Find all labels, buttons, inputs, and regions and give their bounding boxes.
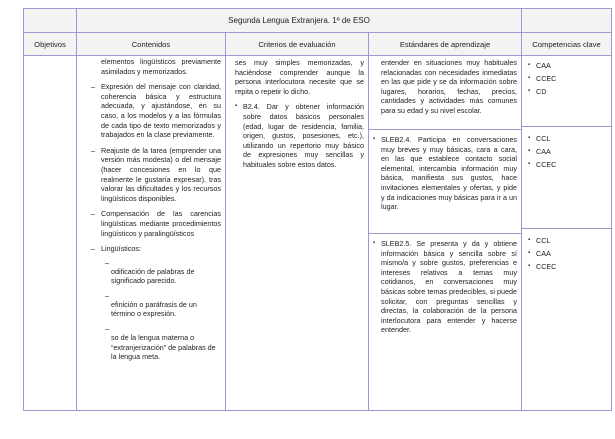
- square-bullet-icon: ▪: [373, 240, 376, 246]
- header-blank-cell: [24, 9, 77, 33]
- estandar-item: [381, 58, 517, 116]
- square-bullet-icon: ▪: [528, 160, 531, 167]
- competencia-code: CAA: [536, 146, 551, 156]
- header-estandares: Estándares de aprendizaje: [369, 33, 522, 56]
- square-bullet-icon: ▪: [528, 262, 531, 269]
- contenidos-item: [91, 244, 221, 254]
- header-objetivos: Objetivos: [24, 33, 77, 56]
- square-bullet-icon: ▪: [528, 236, 531, 243]
- competencia-item: [528, 59, 607, 72]
- header-competencias: Competencias clave: [522, 33, 612, 56]
- estandar-item: [373, 239, 517, 335]
- dash-bullet: –: [91, 209, 95, 219]
- contenidos-sub-item: [105, 324, 221, 362]
- competencia-item: [528, 145, 607, 158]
- competencia-item: [528, 132, 607, 145]
- dash-bullet: –: [91, 145, 95, 155]
- contenidos-item-text: Reajuste de la tarea (emprender una versión más modesta) o del mensaje (hacer concesiones en lo que realmente le gustaría expresar), tras valorar las dificultades y los recursos lingüísticos disponibles.: [101, 145, 221, 203]
- estandar-block: [369, 56, 521, 130]
- competencia-item: [528, 247, 607, 260]
- criterios-item: [235, 102, 364, 169]
- estandares-cell: [369, 56, 522, 411]
- estandar-block: [369, 130, 521, 234]
- dash-bullet: –: [91, 82, 95, 92]
- competencia-code: CD: [536, 86, 547, 96]
- dash-bullet: –: [105, 290, 109, 300]
- estandar-item: [373, 135, 517, 212]
- competencias-cell: [522, 56, 612, 411]
- square-bullet-icon: ▪: [235, 103, 238, 110]
- competencias-block: [522, 127, 611, 229]
- competencia-item: [528, 72, 607, 85]
- dash-bullet: –: [91, 244, 95, 254]
- estandar-block: [369, 234, 521, 341]
- square-bullet-icon: ▪: [528, 87, 531, 94]
- competencia-code: CCL: [536, 235, 551, 245]
- estandar-text: SLEB2.4. Participa en conversaciones muy breves y muy básicas, cara a cara, en las que establece contacto social elemental, intercambia información muy básica, manifiesta sus gustos, hace invitaciones elementales y ofertas, y pide y da indicaciones muy básicas para ir a un lugar.: [381, 135, 517, 212]
- competencia-code: CCEC: [536, 73, 557, 83]
- competencia-item: [528, 234, 607, 247]
- estandar-text: SLEB2.5. Se presenta y da y obtiene información básica y sencilla sobre sí mismo/a y sobre gustos, preferencias e intereses relativos a temas muy cotidianos, en conversaciones muy básicas sobre temas predecibles, si puede solicitar, con preguntas sencillas y directas, la colaboración de la persona interlocutora para entender y hacerse entender.: [381, 239, 517, 335]
- contenidos-item-text: Expresión del mensaje con claridad, coherencia básica y estructura adecuada, y ajustándose, en su caso, a los modelos y a las fórmulas de cada tipo de texto memorizados y trabajados en la clase previamente.: [101, 82, 221, 140]
- competencia-code: CCEC: [536, 261, 557, 271]
- contenidos-item: [91, 146, 221, 204]
- contenidos-item-text: Compensación de las carencias lingüísticas mediante procedimientos lingüísticos y paralingüísticos: [101, 209, 221, 238]
- competencias-block: [522, 56, 611, 127]
- square-bullet-icon: ▪: [373, 136, 376, 142]
- competencia-code: CCEC: [536, 159, 557, 169]
- contenidos-item: [91, 209, 221, 238]
- contenidos-sub-text: odificación de palabras de significado parecido.: [111, 266, 195, 286]
- square-bullet-icon: ▪: [528, 134, 531, 141]
- competencia-code: CAA: [536, 60, 551, 70]
- criterios-cell: [226, 56, 369, 411]
- objetivos-cell: [24, 56, 77, 411]
- competencias-block: [522, 229, 611, 277]
- competencia-item: [528, 260, 607, 273]
- estandar-text: entender en situaciones muy habituales relacionadas con necesidades inmediatas en las que pide y se da información sobre lugares, horarios, fechas, precios, cantidades y actividades más comunes para su edad y su nivel escolar.: [381, 58, 517, 115]
- contenidos-cell: [77, 56, 226, 411]
- dash-bullet: –: [105, 324, 109, 334]
- header-criterios: Criterios de evaluación: [226, 33, 369, 56]
- contenidos-sub-item: [105, 258, 221, 286]
- contenidos-first-text: elementos lingüísticos previamente asimilados y memorizados.: [101, 57, 221, 76]
- table-title: Segunda Lengua Extranjera. 1º de ESO: [77, 9, 522, 33]
- competencia-item: [528, 158, 607, 171]
- contenidos-sub-text: so de la lengua materna o “extranjerización” de palabras de la lengua meta.: [111, 333, 216, 362]
- contenidos-sub-item: [105, 291, 221, 319]
- contenidos-item-text: Lingüísticos:: [101, 244, 141, 254]
- header-contenidos: Contenidos: [77, 33, 226, 56]
- square-bullet-icon: ▪: [528, 249, 531, 256]
- contenidos-sub-text: efinición o paráfrasis de un término o expresión.: [111, 299, 197, 319]
- competencia-item: [528, 85, 607, 98]
- square-bullet-icon: ▪: [528, 61, 531, 68]
- square-bullet-icon: ▪: [528, 74, 531, 81]
- contenidos-item: [91, 82, 221, 140]
- curriculum-table: [23, 8, 612, 411]
- header-blank-cell: [522, 9, 612, 33]
- dash-bullet: –: [105, 257, 109, 267]
- criterios-item-text: B2.4. Dar y obtener información sobre datos básicos personales (edad, lugar de residencia, familia, origen, gustos, posesiones, etc.), utilizando un repertorio muy básico de expresiones muy sencillas y habituales sobre estos datos.: [243, 102, 364, 169]
- square-bullet-icon: ▪: [528, 147, 531, 154]
- criterios-first-text: ses muy simples memorizadas, y haciéndose comprender aunque la persona interlocutora necesite que se repita o repetir lo dicho.: [235, 58, 364, 96]
- competencia-code: CAA: [536, 248, 551, 258]
- competencia-code: CCL: [536, 133, 551, 143]
